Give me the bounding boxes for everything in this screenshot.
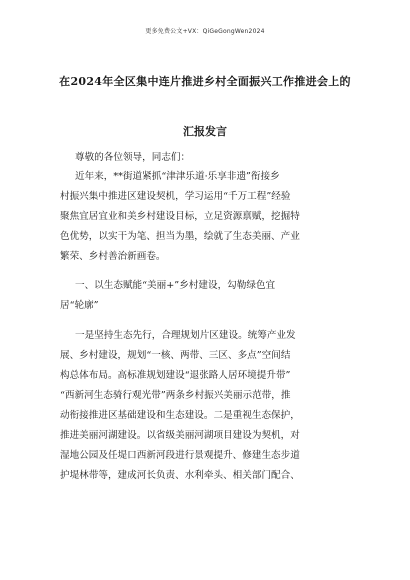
paragraph-line: 色优势，以实干为笔、担当为墨，绘就了生态美丽、产业 — [60, 231, 300, 242]
document-title-line-1: 在2024年全区集中连片推进乡村全面振兴工作推进会上的 — [59, 75, 351, 88]
paragraph-line: 展、乡村建设，规划“一核、两带、三区、多点”空间结 — [60, 350, 291, 361]
paragraph-line: 繁荣、乡村善治新画卷。 — [60, 251, 166, 262]
salutation: 尊敬的各位领导，同志们： — [75, 152, 191, 163]
paragraph-line: 一、以生态赋能“美丽+”乡村建设，勾勒绿色宜 — [75, 280, 276, 291]
paragraph-line: 推进美丽河湖建设。以省级美丽河湖项目建设为契机，对 — [60, 430, 300, 441]
paragraph-line: 湿地公园及任堤口西新河段进行景观提升、修建生态步道 — [60, 450, 300, 461]
paragraph-line: 护堤林带等，建成河长负责、水利牵头、相关部门配合、 — [60, 470, 300, 481]
paragraph-line: 近年来，**街道紧抓“津津乐道·乐享非遗”衔接乡 — [75, 171, 280, 182]
paragraph-line: 构总体布局。高标准规划建设“退张路人居环境提升带” — [60, 370, 291, 381]
paragraph-line: 聚焦宜居宜业和美乡村建设目标，立足资源禀赋，挖掘特 — [60, 211, 300, 222]
document-title-line-2: 汇报发言 — [183, 125, 227, 138]
paragraph-line: “西新河生态骑行观光带”两条乡村振兴美丽示范带，推 — [60, 390, 291, 401]
paragraph-line: 动衔接推进区基础建设和生态建设。二是重视生态保护， — [60, 410, 300, 421]
header-note: 更多免费公文+VX：QiGeGongWen2024 — [145, 28, 265, 35]
paragraph-line: 村振兴集中推进区建设契机，学习运用“千万工程”经验 — [60, 191, 291, 202]
paragraph-line: 居“轮廓” — [60, 300, 99, 311]
paragraph-line: 一是坚持生态先行，合理规划片区建设。统筹产业发 — [75, 330, 296, 341]
